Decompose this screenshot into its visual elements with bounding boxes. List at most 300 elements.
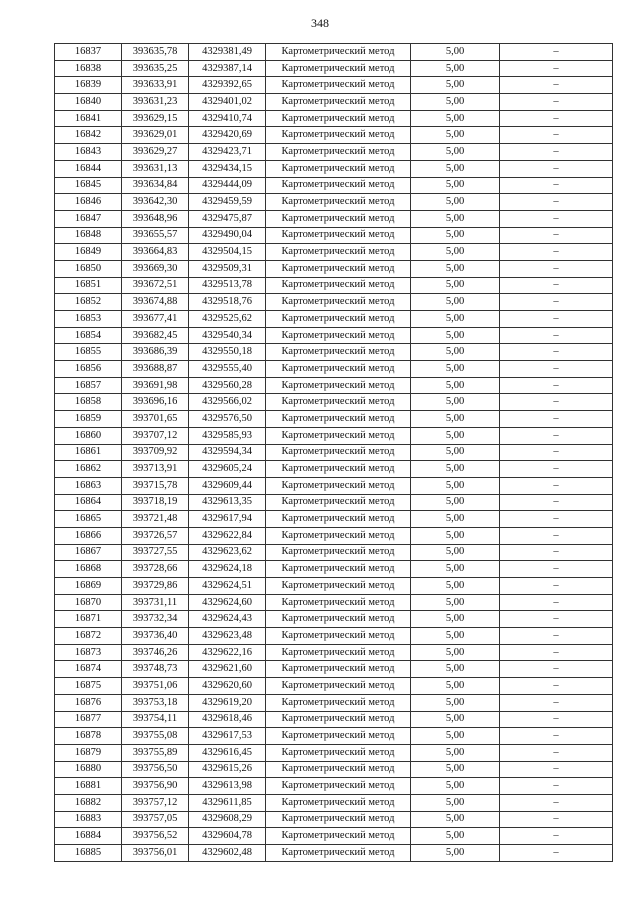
point-number-cell: 16871	[55, 611, 122, 628]
description-cell: –	[500, 77, 613, 94]
point-number-cell: 16850	[55, 260, 122, 277]
method-cell: Картометрический метод	[266, 77, 411, 94]
error-cell: 5,00	[411, 694, 500, 711]
description-cell: –	[500, 144, 613, 161]
point-number-cell: 16876	[55, 694, 122, 711]
description-cell: –	[500, 711, 613, 728]
x-coordinate-cell: 393691,98	[122, 377, 189, 394]
method-cell: Картометрический метод	[266, 561, 411, 578]
x-coordinate-cell: 393757,05	[122, 811, 189, 828]
x-coordinate-cell: 393746,26	[122, 644, 189, 661]
table-row	[55, 661, 613, 678]
x-coordinate-cell: 393756,52	[122, 828, 189, 845]
method-cell: Картометрический метод	[266, 711, 411, 728]
description-cell: –	[500, 394, 613, 411]
error-cell: 5,00	[411, 711, 500, 728]
page-number: 348	[311, 16, 329, 30]
method-cell: Картометрический метод	[266, 110, 411, 127]
table-row	[55, 494, 613, 511]
point-number-cell: 16852	[55, 294, 122, 311]
table-row	[55, 427, 613, 444]
x-coordinate-cell: 393629,15	[122, 110, 189, 127]
error-cell: 5,00	[411, 561, 500, 578]
description-cell: –	[500, 845, 613, 862]
point-number-cell: 16870	[55, 594, 122, 611]
table-row	[55, 77, 613, 94]
method-cell: Картометрический метод	[266, 227, 411, 244]
error-cell: 5,00	[411, 77, 500, 94]
y-coordinate-cell: 4329555,40	[189, 361, 266, 378]
error-cell: 5,00	[411, 277, 500, 294]
point-number-cell: 16865	[55, 511, 122, 528]
table-row	[55, 94, 613, 111]
method-cell: Картометрический метод	[266, 694, 411, 711]
description-cell: –	[500, 177, 613, 194]
point-number-cell: 16846	[55, 194, 122, 211]
method-cell: Картометрический метод	[266, 811, 411, 828]
error-cell: 5,00	[411, 294, 500, 311]
table-row	[55, 110, 613, 127]
description-cell: –	[500, 594, 613, 611]
x-coordinate-cell: 393727,55	[122, 544, 189, 561]
point-number-cell: 16874	[55, 661, 122, 678]
point-number-cell: 16840	[55, 94, 122, 111]
method-cell: Картометрический метод	[266, 511, 411, 528]
table-row	[55, 160, 613, 177]
x-coordinate-cell: 393648,96	[122, 210, 189, 227]
x-coordinate-cell: 393631,13	[122, 160, 189, 177]
table-row	[55, 794, 613, 811]
table-row	[55, 711, 613, 728]
y-coordinate-cell: 4329620,60	[189, 678, 266, 695]
point-number-cell: 16869	[55, 578, 122, 595]
table-row	[55, 678, 613, 695]
x-coordinate-cell: 393677,41	[122, 311, 189, 328]
error-cell: 5,00	[411, 511, 500, 528]
method-cell: Картометрический метод	[266, 644, 411, 661]
y-coordinate-cell: 4329392,65	[189, 77, 266, 94]
table-row	[55, 744, 613, 761]
y-coordinate-cell: 4329616,45	[189, 744, 266, 761]
error-cell: 5,00	[411, 44, 500, 61]
method-cell: Картометрический метод	[266, 845, 411, 862]
error-cell: 5,00	[411, 210, 500, 227]
y-coordinate-cell: 4329504,15	[189, 244, 266, 261]
x-coordinate-cell: 393753,18	[122, 694, 189, 711]
y-coordinate-cell: 4329604,78	[189, 828, 266, 845]
x-coordinate-cell: 393756,01	[122, 845, 189, 862]
table-row	[55, 461, 613, 478]
x-coordinate-cell: 393736,40	[122, 628, 189, 645]
y-coordinate-cell: 4329594,34	[189, 444, 266, 461]
table-row	[55, 327, 613, 344]
y-coordinate-cell: 4329624,51	[189, 578, 266, 595]
error-cell: 5,00	[411, 94, 500, 111]
error-cell: 5,00	[411, 778, 500, 795]
method-cell: Картометрический метод	[266, 277, 411, 294]
x-coordinate-cell: 393635,78	[122, 44, 189, 61]
description-cell: –	[500, 794, 613, 811]
point-number-cell: 16856	[55, 361, 122, 378]
x-coordinate-cell: 393757,12	[122, 794, 189, 811]
description-cell: –	[500, 561, 613, 578]
x-coordinate-cell: 393756,90	[122, 778, 189, 795]
table-row	[55, 394, 613, 411]
y-coordinate-cell: 4329624,18	[189, 561, 266, 578]
y-coordinate-cell: 4329401,02	[189, 94, 266, 111]
point-number-cell: 16842	[55, 127, 122, 144]
table-row	[55, 411, 613, 428]
table-row	[55, 644, 613, 661]
table-row	[55, 511, 613, 528]
table-row	[55, 210, 613, 227]
error-cell: 5,00	[411, 177, 500, 194]
error-cell: 5,00	[411, 594, 500, 611]
y-coordinate-cell: 4329615,26	[189, 761, 266, 778]
x-coordinate-cell: 393633,91	[122, 77, 189, 94]
point-number-cell: 16866	[55, 527, 122, 544]
method-cell: Картометрический метод	[266, 127, 411, 144]
y-coordinate-cell: 4329444,09	[189, 177, 266, 194]
error-cell: 5,00	[411, 227, 500, 244]
x-coordinate-cell: 393707,12	[122, 427, 189, 444]
point-number-cell: 16868	[55, 561, 122, 578]
table-row	[55, 60, 613, 77]
x-coordinate-cell: 393672,51	[122, 277, 189, 294]
error-cell: 5,00	[411, 160, 500, 177]
y-coordinate-cell: 4329410,74	[189, 110, 266, 127]
method-cell: Картометрический метод	[266, 594, 411, 611]
description-cell: –	[500, 210, 613, 227]
error-cell: 5,00	[411, 527, 500, 544]
x-coordinate-cell: 393688,87	[122, 361, 189, 378]
point-number-cell: 16863	[55, 477, 122, 494]
description-cell: –	[500, 461, 613, 478]
description-cell: –	[500, 761, 613, 778]
table-row	[55, 778, 613, 795]
x-coordinate-cell: 393751,06	[122, 678, 189, 695]
description-cell: –	[500, 411, 613, 428]
x-coordinate-cell: 393754,11	[122, 711, 189, 728]
error-cell: 5,00	[411, 744, 500, 761]
error-cell: 5,00	[411, 544, 500, 561]
description-cell: –	[500, 511, 613, 528]
y-coordinate-cell: 4329617,53	[189, 728, 266, 745]
point-number-cell: 16841	[55, 110, 122, 127]
x-coordinate-cell: 393631,23	[122, 94, 189, 111]
description-cell: –	[500, 661, 613, 678]
error-cell: 5,00	[411, 578, 500, 595]
description-cell: –	[500, 811, 613, 828]
point-number-cell: 16875	[55, 678, 122, 695]
method-cell: Картометрический метод	[266, 94, 411, 111]
y-coordinate-cell: 4329475,87	[189, 210, 266, 227]
method-cell: Картометрический метод	[266, 244, 411, 261]
point-number-cell: 16847	[55, 210, 122, 227]
description-cell: –	[500, 678, 613, 695]
method-cell: Картометрический метод	[266, 578, 411, 595]
error-cell: 5,00	[411, 661, 500, 678]
description-cell: –	[500, 227, 613, 244]
y-coordinate-cell: 4329623,48	[189, 628, 266, 645]
y-coordinate-cell: 4329381,49	[189, 44, 266, 61]
method-cell: Картометрический метод	[266, 544, 411, 561]
y-coordinate-cell: 4329621,60	[189, 661, 266, 678]
description-cell: –	[500, 110, 613, 127]
y-coordinate-cell: 4329624,43	[189, 611, 266, 628]
method-cell: Картометрический метод	[266, 394, 411, 411]
y-coordinate-cell: 4329617,94	[189, 511, 266, 528]
y-coordinate-cell: 4329490,04	[189, 227, 266, 244]
description-cell: –	[500, 44, 613, 61]
y-coordinate-cell: 4329423,71	[189, 144, 266, 161]
x-coordinate-cell: 393715,78	[122, 477, 189, 494]
error-cell: 5,00	[411, 327, 500, 344]
point-number-cell: 16867	[55, 544, 122, 561]
method-cell: Картометрический метод	[266, 427, 411, 444]
method-cell: Картометрический метод	[266, 177, 411, 194]
error-cell: 5,00	[411, 611, 500, 628]
method-cell: Картометрический метод	[266, 60, 411, 77]
description-cell: –	[500, 344, 613, 361]
description-cell: –	[500, 244, 613, 261]
point-number-cell: 16861	[55, 444, 122, 461]
method-cell: Картометрический метод	[266, 361, 411, 378]
description-cell: –	[500, 361, 613, 378]
x-coordinate-cell: 393718,19	[122, 494, 189, 511]
description-cell: –	[500, 527, 613, 544]
method-cell: Картометрический метод	[266, 628, 411, 645]
y-coordinate-cell: 4329602,48	[189, 845, 266, 862]
description-cell: –	[500, 294, 613, 311]
x-coordinate-cell: 393721,48	[122, 511, 189, 528]
description-cell: –	[500, 611, 613, 628]
error-cell: 5,00	[411, 828, 500, 845]
y-coordinate-cell: 4329509,31	[189, 260, 266, 277]
description-cell: –	[500, 277, 613, 294]
y-coordinate-cell: 4329624,60	[189, 594, 266, 611]
method-cell: Картометрический метод	[266, 311, 411, 328]
description-cell: –	[500, 444, 613, 461]
table-row	[55, 477, 613, 494]
description-cell: –	[500, 694, 613, 711]
description-cell: –	[500, 644, 613, 661]
error-cell: 5,00	[411, 628, 500, 645]
x-coordinate-cell: 393709,92	[122, 444, 189, 461]
description-cell: –	[500, 494, 613, 511]
y-coordinate-cell: 4329525,62	[189, 311, 266, 328]
description-cell: –	[500, 628, 613, 645]
y-coordinate-cell: 4329550,18	[189, 344, 266, 361]
method-cell: Картометрический метод	[266, 728, 411, 745]
method-cell: Картометрический метод	[266, 794, 411, 811]
x-coordinate-cell: 393674,88	[122, 294, 189, 311]
method-cell: Картометрический метод	[266, 294, 411, 311]
point-number-cell: 16885	[55, 845, 122, 862]
error-cell: 5,00	[411, 361, 500, 378]
method-cell: Картометрический метод	[266, 44, 411, 61]
point-number-cell: 16872	[55, 628, 122, 645]
point-number-cell: 16849	[55, 244, 122, 261]
table-body	[55, 44, 613, 862]
table-row	[55, 594, 613, 611]
method-cell: Картометрический метод	[266, 144, 411, 161]
point-number-cell: 16843	[55, 144, 122, 161]
point-number-cell: 16883	[55, 811, 122, 828]
description-cell: –	[500, 578, 613, 595]
y-coordinate-cell: 4329420,69	[189, 127, 266, 144]
error-cell: 5,00	[411, 394, 500, 411]
error-cell: 5,00	[411, 110, 500, 127]
description-cell: –	[500, 544, 613, 561]
method-cell: Картометрический метод	[266, 477, 411, 494]
error-cell: 5,00	[411, 461, 500, 478]
x-coordinate-cell: 393713,91	[122, 461, 189, 478]
error-cell: 5,00	[411, 845, 500, 862]
point-number-cell: 16859	[55, 411, 122, 428]
y-coordinate-cell: 4329611,85	[189, 794, 266, 811]
x-coordinate-cell: 393682,45	[122, 327, 189, 344]
error-cell: 5,00	[411, 427, 500, 444]
description-cell: –	[500, 327, 613, 344]
y-coordinate-cell: 4329434,15	[189, 160, 266, 177]
method-cell: Картометрический метод	[266, 527, 411, 544]
x-coordinate-cell: 393696,16	[122, 394, 189, 411]
table-row	[55, 127, 613, 144]
table-row	[55, 611, 613, 628]
description-cell: –	[500, 311, 613, 328]
method-cell: Картометрический метод	[266, 160, 411, 177]
point-number-cell: 16851	[55, 277, 122, 294]
method-cell: Картометрический метод	[266, 377, 411, 394]
table-row	[55, 144, 613, 161]
y-coordinate-cell: 4329623,62	[189, 544, 266, 561]
x-coordinate-cell: 393629,01	[122, 127, 189, 144]
error-cell: 5,00	[411, 344, 500, 361]
description-cell: –	[500, 728, 613, 745]
error-cell: 5,00	[411, 494, 500, 511]
x-coordinate-cell: 393729,86	[122, 578, 189, 595]
error-cell: 5,00	[411, 244, 500, 261]
method-cell: Картометрический метод	[266, 661, 411, 678]
method-cell: Картометрический метод	[266, 411, 411, 428]
table-row	[55, 694, 613, 711]
table-row	[55, 377, 613, 394]
table-row	[55, 811, 613, 828]
error-cell: 5,00	[411, 444, 500, 461]
table-row	[55, 361, 613, 378]
description-cell: –	[500, 94, 613, 111]
point-number-cell: 16844	[55, 160, 122, 177]
x-coordinate-cell: 393655,57	[122, 227, 189, 244]
method-cell: Картометрический метод	[266, 611, 411, 628]
x-coordinate-cell: 393629,27	[122, 144, 189, 161]
y-coordinate-cell: 4329566,02	[189, 394, 266, 411]
x-coordinate-cell: 393635,25	[122, 60, 189, 77]
point-number-cell: 16855	[55, 344, 122, 361]
point-number-cell: 16837	[55, 44, 122, 61]
y-coordinate-cell: 4329605,24	[189, 461, 266, 478]
point-number-cell: 16873	[55, 644, 122, 661]
point-number-cell: 16848	[55, 227, 122, 244]
point-number-cell: 16858	[55, 394, 122, 411]
x-coordinate-cell: 393726,57	[122, 527, 189, 544]
point-number-cell: 16854	[55, 327, 122, 344]
description-cell: –	[500, 160, 613, 177]
x-coordinate-cell: 393748,73	[122, 661, 189, 678]
table-row	[55, 194, 613, 211]
point-number-cell: 16845	[55, 177, 122, 194]
error-cell: 5,00	[411, 811, 500, 828]
table-row	[55, 44, 613, 61]
y-coordinate-cell: 4329613,35	[189, 494, 266, 511]
table-row	[55, 728, 613, 745]
description-cell: –	[500, 828, 613, 845]
error-cell: 5,00	[411, 728, 500, 745]
x-coordinate-cell: 393755,08	[122, 728, 189, 745]
table-row	[55, 527, 613, 544]
y-coordinate-cell: 4329513,78	[189, 277, 266, 294]
error-cell: 5,00	[411, 678, 500, 695]
point-number-cell: 16881	[55, 778, 122, 795]
description-cell: –	[500, 60, 613, 77]
method-cell: Картометрический метод	[266, 444, 411, 461]
table-row	[55, 227, 613, 244]
error-cell: 5,00	[411, 477, 500, 494]
error-cell: 5,00	[411, 377, 500, 394]
error-cell: 5,00	[411, 411, 500, 428]
y-coordinate-cell: 4329622,84	[189, 527, 266, 544]
y-coordinate-cell: 4329618,46	[189, 711, 266, 728]
method-cell: Картометрический метод	[266, 678, 411, 695]
point-number-cell: 16877	[55, 711, 122, 728]
error-cell: 5,00	[411, 60, 500, 77]
point-number-cell: 16880	[55, 761, 122, 778]
table-row	[55, 845, 613, 862]
table-row	[55, 444, 613, 461]
y-coordinate-cell: 4329459,59	[189, 194, 266, 211]
method-cell: Картометрический метод	[266, 260, 411, 277]
y-coordinate-cell: 4329622,16	[189, 644, 266, 661]
y-coordinate-cell: 4329387,14	[189, 60, 266, 77]
error-cell: 5,00	[411, 644, 500, 661]
x-coordinate-cell: 393755,89	[122, 744, 189, 761]
point-number-cell: 16864	[55, 494, 122, 511]
point-number-cell: 16839	[55, 77, 122, 94]
table-row	[55, 311, 613, 328]
y-coordinate-cell: 4329585,93	[189, 427, 266, 444]
error-cell: 5,00	[411, 260, 500, 277]
point-number-cell: 16882	[55, 794, 122, 811]
y-coordinate-cell: 4329560,28	[189, 377, 266, 394]
table-row	[55, 277, 613, 294]
point-number-cell: 16879	[55, 744, 122, 761]
description-cell: –	[500, 778, 613, 795]
method-cell: Картометрический метод	[266, 494, 411, 511]
method-cell: Картометрический метод	[266, 194, 411, 211]
description-cell: –	[500, 427, 613, 444]
table-row	[55, 628, 613, 645]
description-cell: –	[500, 744, 613, 761]
x-coordinate-cell: 393664,83	[122, 244, 189, 261]
table-row	[55, 177, 613, 194]
table-row	[55, 761, 613, 778]
error-cell: 5,00	[411, 127, 500, 144]
y-coordinate-cell: 4329619,20	[189, 694, 266, 711]
error-cell: 5,00	[411, 144, 500, 161]
method-cell: Картометрический метод	[266, 744, 411, 761]
x-coordinate-cell: 393756,50	[122, 761, 189, 778]
